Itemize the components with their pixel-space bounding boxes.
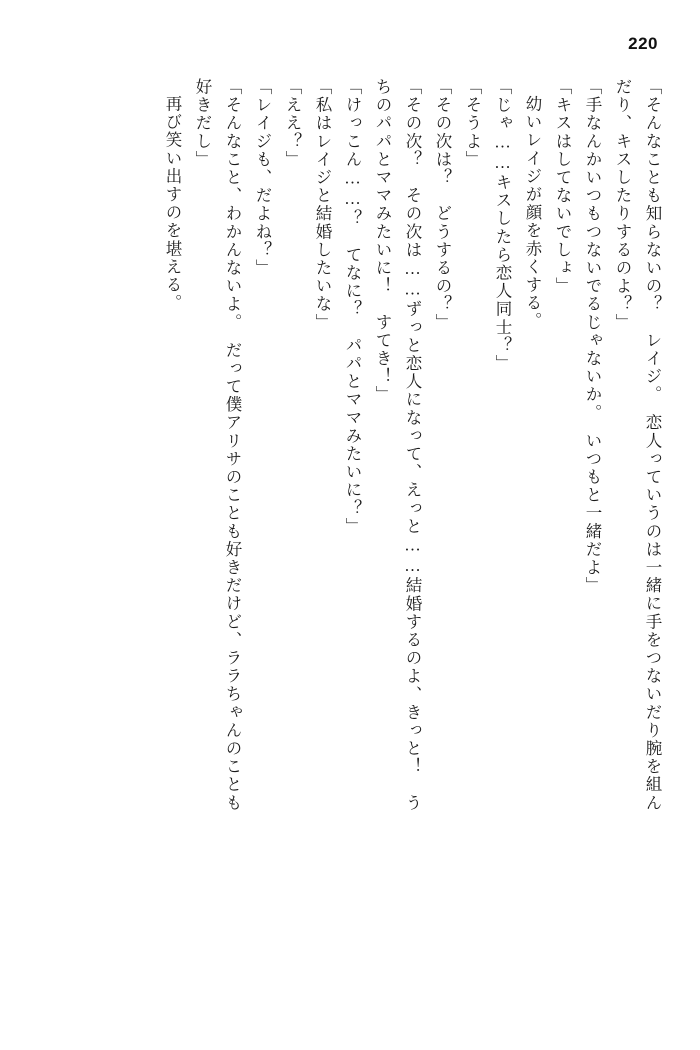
text-line: 「私はレイジと結婚したいな」	[313, 78, 332, 332]
text-line: ちのパパとママみたいに！ すてき！」	[373, 78, 392, 404]
text-line: 再び笑い出すのを堪える。	[163, 95, 182, 313]
text-line: 「その次は？ どうするの？」	[433, 78, 452, 332]
text-line: 「そんなこと、わかんないよ。 だって僕アリサのことも好きだけど、ララちゃんのことも	[223, 78, 242, 812]
text-line: 幼いレイジが顔を赤くする。	[523, 95, 542, 331]
text-line: 「レイジも、だよね？」	[253, 78, 272, 278]
text-line: 「けっこん……？ てなに？ パパとママみたいに？」	[343, 78, 362, 536]
text-line: 「その次？ その次は……ずっと恋人になって、えっと……結婚するのよ、きっと！ う	[403, 78, 422, 812]
text-line: 「じゃ……キスしたら恋人同士？」	[493, 78, 512, 373]
text-line: 「そんなことも知らないの？ レイジ。 恋人っていうのは一緒に手をつないだり腕を組ん	[643, 78, 662, 812]
text-line: だり、キスしたりするのよ？」	[613, 78, 632, 332]
page-number: 220	[628, 34, 658, 53]
text-line: 「そうよ」	[463, 78, 482, 169]
text-line: 「キスはしてないでしょ」	[553, 78, 572, 296]
body-text-block	[40, 78, 660, 1010]
text-line: 好きだし」	[193, 78, 212, 169]
text-line: 「手なんかいつもつないでるじゃないか。 いつもと一緒だよ」	[583, 78, 602, 595]
text-line: 「ええ？」	[283, 78, 302, 169]
